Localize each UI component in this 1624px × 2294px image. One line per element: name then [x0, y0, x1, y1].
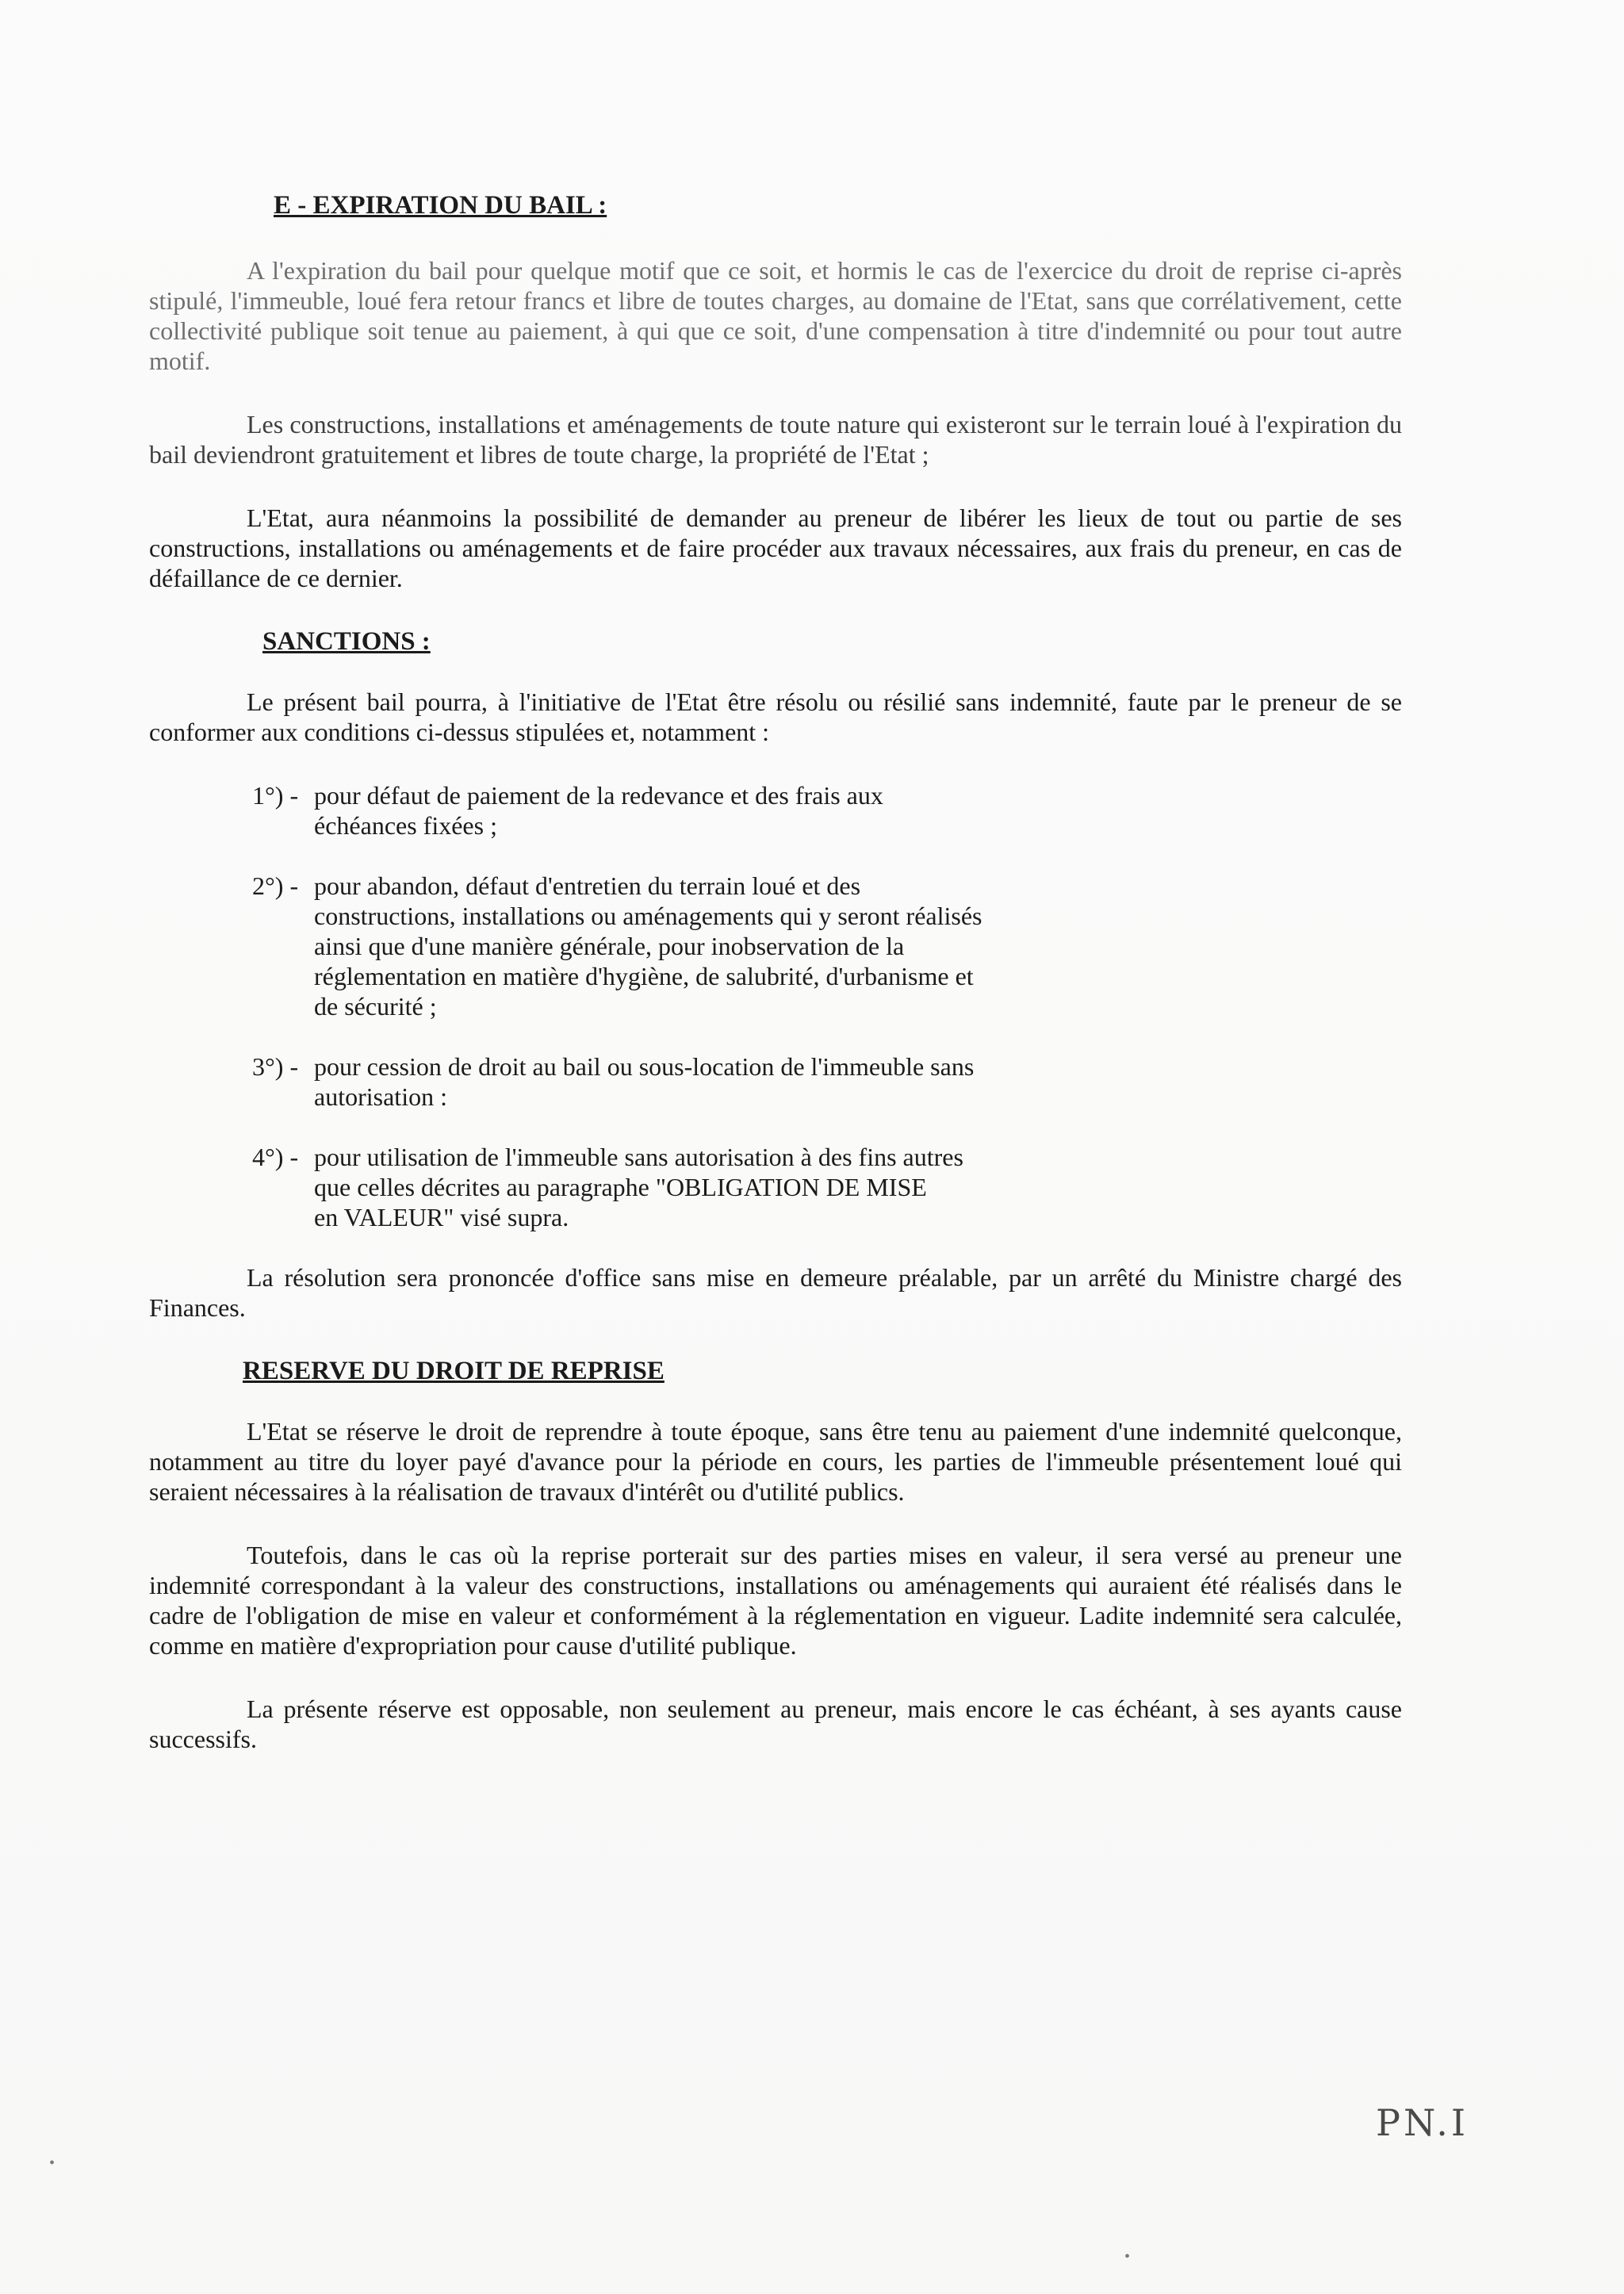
signature-initials: PN.I — [1376, 2101, 1469, 2144]
expiration-paragraph-3: L'Etat, aura néanmoins la possibilité de demander au preneur de libérer les lieux de tout ou partie de ses constructions, installations ou aménagements et de faire procéder aux travaux nécessaires, aux frais du preneur, en cas de défaillance de ce dernier. — [149, 504, 1402, 592]
scan-speck: • — [1124, 2248, 1131, 2265]
expiration-paragraph-1: A l'expiration du bail pour quelque motif que ce soit, et hormis le cas de l'exercice du droit de reprise ci-après stipulé, l'immeuble, loué fera retour francs et libre de toutes charges, au domaine de l'Etat, sans que corrélativement, cette collectivité publique soit tenue au paiement, à qui que ce soit, d'une compensation à titre d'indemnité ou pour tout autre motif. — [149, 256, 1402, 375]
sanction-item — [149, 1142, 1402, 1232]
sanctions-closing: La résolution sera prononcée d'office sans mise en demeure préalable, par un arrêté du Ministre chargé des Finances. — [149, 1263, 1402, 1322]
document-body — [149, 190, 1402, 1787]
sanction-item-number: 1°) - — [252, 781, 299, 810]
sanction-item-number: 4°) - — [252, 1143, 299, 1171]
sanction-item-text: pour défaut de paiement de la redevance et des frais aux échéances fixées ; — [314, 781, 883, 840]
sanction-item — [149, 871, 1402, 1021]
sanction-item-text: pour abandon, défaut d'entretien du terrain loué et des constructions, installations ou aménagements qui y seront réalisés ainsi que d'une manière générale, pour inobservation de la réglementation en matière d'hygiène, de salubrité, d'urbanisme et de sécurité ; — [314, 871, 982, 1021]
sanction-item-number: 2°) - — [252, 871, 299, 900]
reserve-paragraph-1: L'Etat se réserve le droit de reprendre à toute époque, sans être tenu au paiement d'une indemnité quelconque, notamment au titre du loyer payé d'avance pour la période en cours, les parties de l'immeuble présentement loué qui seraient nécessaires à la réalisation de travaux d'intérêt ou d'utilité publics. — [149, 1417, 1402, 1506]
section-title-expiration: E - EXPIRATION DU BAIL : — [274, 191, 607, 220]
sanction-item-number: 3°) - — [252, 1052, 299, 1081]
scan-speck: • — [49, 2154, 56, 2172]
expiration-paragraph-2: Les constructions, installations et aménagements de toute nature qui existeront sur le terrain loué à l'expiration du bail deviendront gratuitement et libres de toute charge, la propriété de l'Etat ; — [149, 410, 1402, 469]
section-title-sanctions: SANCTIONS : — [262, 627, 431, 656]
reserve-paragraph-2: Toutefois, dans le cas où la reprise porterait sur des parties mises en valeur, il sera versé au preneur une indemnité correspondant à la valeur des constructions, installations ou aménagements qui auraient été réalisés dans le cadre de l'obligation de mise en valeur et conformément à la réglementation en vigueur. Ladite indemnité sera calculée, comme en matière d'expropriation pour cause d'utilité publique. — [149, 1541, 1402, 1660]
sanction-item — [149, 1051, 1402, 1112]
sanction-item — [149, 780, 1402, 841]
sanction-item-text: pour cession de droit au bail ou sous-location de l'immeuble sans autorisation : — [314, 1052, 975, 1111]
reserve-paragraph-3: La présente réserve est opposable, non seulement au preneur, mais encore le cas échéant, à ses ayants cause successifs. — [149, 1695, 1402, 1753]
section-title-reserve: RESERVE DU DROIT DE REPRISE — [243, 1357, 665, 1385]
sanctions-intro: Le présent bail pourra, à l'initiative de l'Etat être résolu ou résilié sans indemnité, faute par le preneur de se conformer aux conditions ci-dessus stipulées et, notamment : — [149, 687, 1402, 746]
sanction-item-text: pour utilisation de l'immeuble sans autorisation à des fins autres que celles décrites au paragraphe "OBLIGATION DE MISE en VALEUR" visé supra. — [314, 1143, 963, 1231]
